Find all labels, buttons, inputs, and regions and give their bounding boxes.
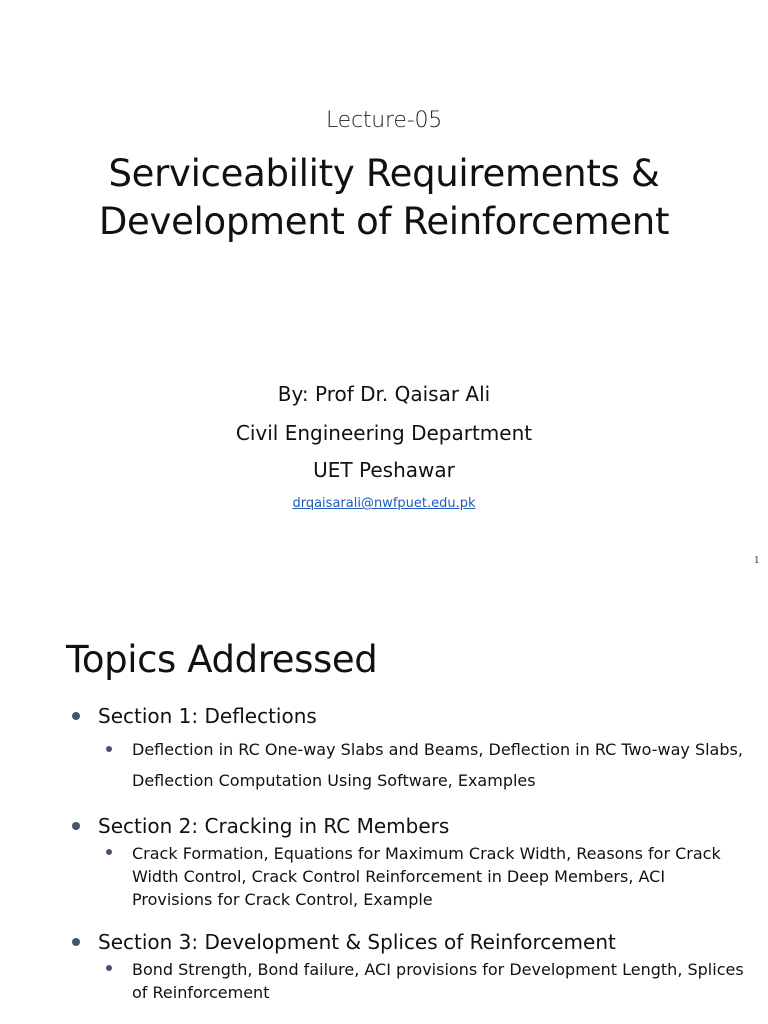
section-details-text: Bond Strength, Bond failure, ACI provisions for Development Length, Splices of Reinforcement bbox=[132, 960, 744, 1002]
section-heading-text: Section 1: Deflections bbox=[98, 704, 317, 728]
bullet-icon bbox=[72, 822, 80, 830]
author: By: Prof Dr. Qaisar Ali bbox=[277, 382, 491, 406]
section-heading bbox=[70, 930, 750, 954]
lecture-title-line-2: Development of Reinforcement bbox=[98, 200, 670, 243]
section-heading bbox=[70, 814, 750, 838]
topics-title: Topics Addressed bbox=[66, 638, 378, 681]
sub-bullet-icon bbox=[106, 849, 112, 855]
section-heading-text: Section 3: Development & Splices of Reinforcement bbox=[98, 930, 616, 954]
section-item bbox=[70, 930, 750, 1004]
email-link[interactable]: drqaisarali@nwfpuet.edu.pk bbox=[292, 496, 476, 511]
sub-bullet-icon bbox=[106, 965, 112, 971]
section-heading-text: Section 2: Cracking in RC Members bbox=[98, 814, 450, 838]
section-details bbox=[70, 842, 750, 911]
section-details-text: Crack Formation, Equations for Maximum Crack Width, Reasons for Crack Width Control, Crack Control Reinforcement in Deep Members, ACI Provisions for Crack Control, Example bbox=[132, 844, 721, 909]
sub-bullet-icon bbox=[106, 746, 112, 752]
section-item bbox=[70, 814, 750, 911]
lecture-number: Lecture-05 bbox=[325, 108, 443, 133]
section-details bbox=[70, 958, 750, 1004]
bullet-icon bbox=[72, 938, 80, 946]
topics-slide bbox=[0, 580, 768, 1024]
department: Civil Engineering Department bbox=[235, 421, 533, 445]
lecture-title-line-1: Serviceability Requirements & bbox=[108, 152, 660, 195]
lecture-title bbox=[0, 150, 768, 246]
section-details bbox=[70, 734, 750, 796]
section-details-text: Deflection in RC One-way Slabs and Beams, Deflection in RC Two-way Slabs, Deflection Computation Using Software, Examples bbox=[132, 740, 743, 790]
section-item bbox=[70, 704, 750, 796]
bullet-icon bbox=[72, 712, 80, 720]
university: UET Peshawar bbox=[313, 458, 455, 482]
page-number: 1 bbox=[754, 556, 760, 566]
section-heading bbox=[70, 704, 750, 728]
